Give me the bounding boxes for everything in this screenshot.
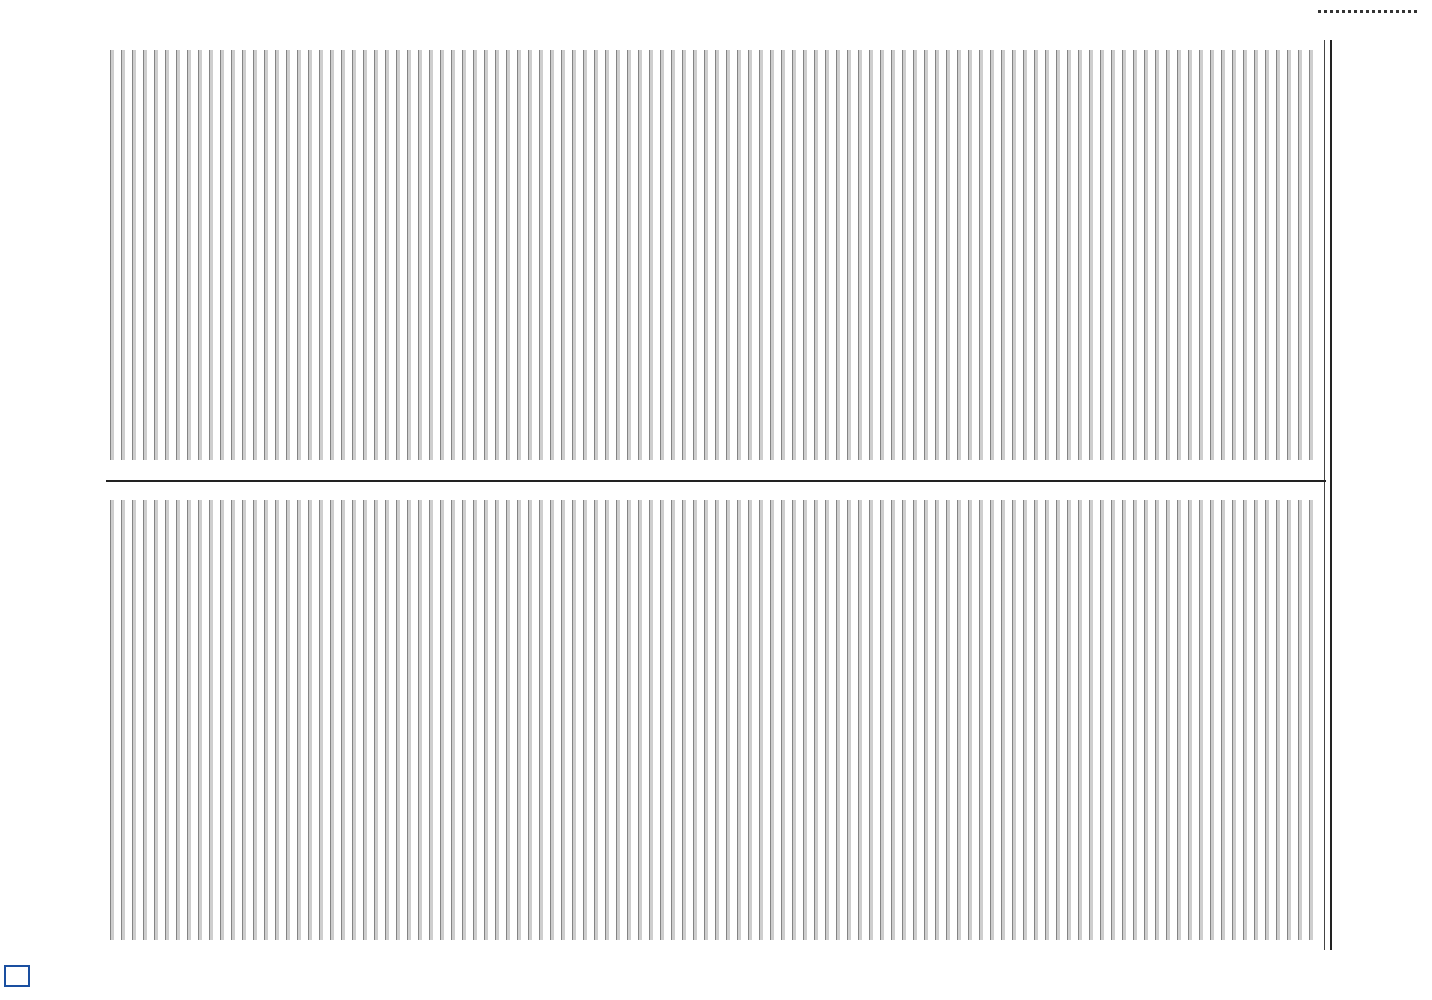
- column-divider: [106, 480, 1326, 482]
- header-rule: [1330, 40, 1332, 950]
- scanned-page: [86, 10, 1432, 968]
- digitization-footer: [0, 0, 34, 1000]
- header-rule-thin: [1324, 40, 1325, 950]
- text-column-left: [110, 50, 1320, 460]
- running-header: [1348, 40, 1368, 950]
- dfg-logo: [4, 965, 30, 987]
- sheet-number: [186, 800, 206, 830]
- text-column-right: [110, 500, 1320, 940]
